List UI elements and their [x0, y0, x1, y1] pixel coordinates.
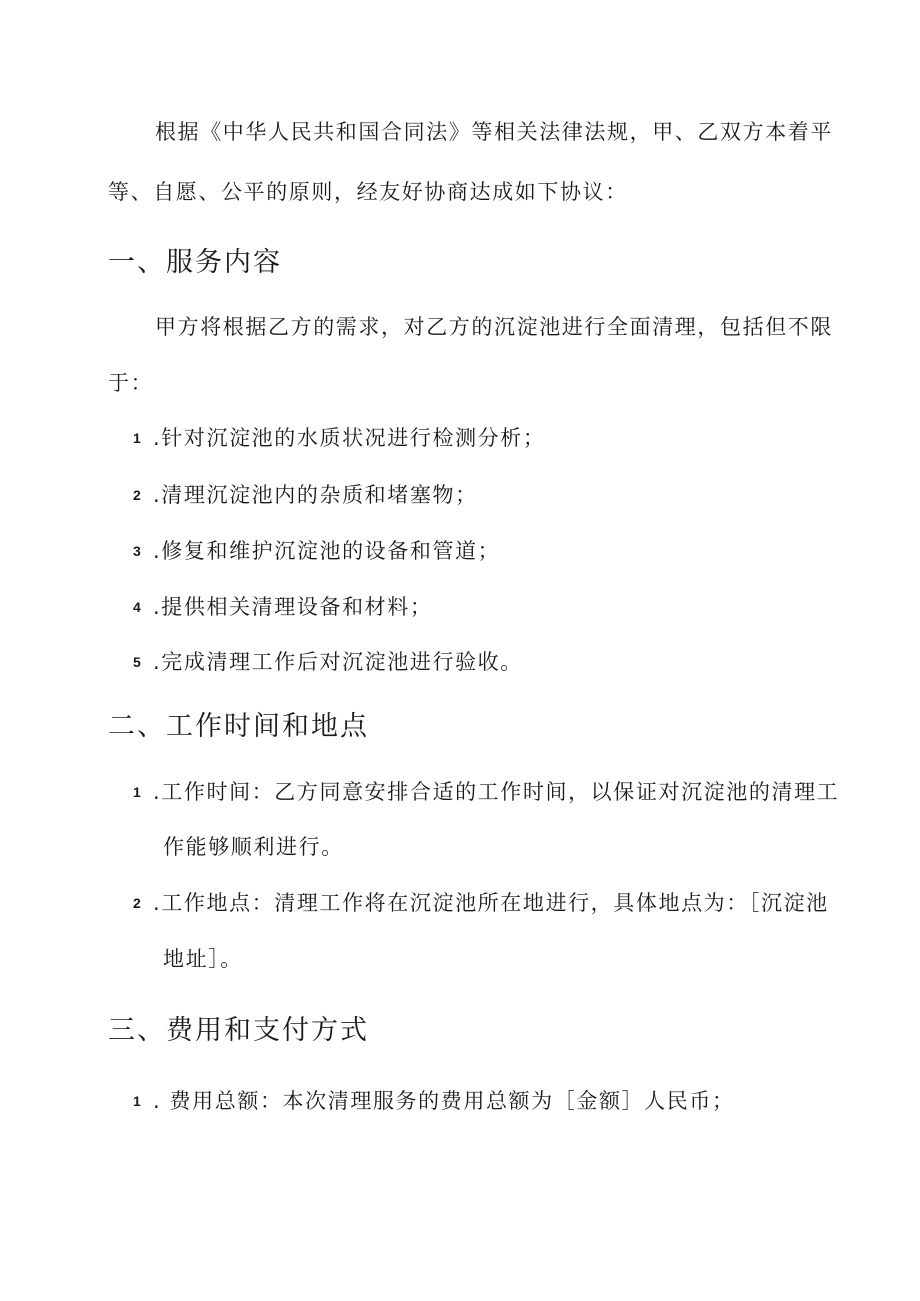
list-item-number: 4 [133, 599, 141, 615]
section-2-heading: 二、工作时间和地点 [108, 711, 369, 742]
list-item-text-line-2: 地址］。 [163, 947, 243, 971]
list-item-number: 1 [133, 1093, 141, 1109]
list-item-number: 2 [133, 487, 141, 503]
list-item-number: 1 [133, 430, 141, 446]
list-item-text: . 费用总额：本次清理服务的费用总额为［金额］人民币； [153, 1089, 735, 1113]
section-1-para-line-2: 于： [108, 371, 154, 395]
list-item-number: 1 [133, 784, 141, 800]
list-item-text-line-1: .工作地点：清理工作将在沉淀池所在地进行，具体地点为：［沉淀池 [153, 891, 829, 915]
list-item-text: .修复和维护沉淀池的设备和管道； [153, 539, 501, 563]
list-item-text-line-1: .工作时间：乙方同意安排合适的工作时间，以保证对沉淀池的清理工 [153, 780, 840, 804]
list-item-text: .针对沉淀池的水质状况进行检测分析； [153, 426, 546, 450]
list-item-number: 3 [133, 543, 141, 559]
list-item-text: .清理沉淀池内的杂质和堵塞物； [153, 483, 478, 507]
list-item-text: .提供相关清理设备和材料； [153, 595, 433, 619]
section-1-heading: 一、服务内容 [108, 247, 282, 278]
list-item-text: .完成清理工作后对沉淀池进行验收。 [153, 650, 523, 674]
section-1-para-line-1: 甲方将根据乙方的需求，对乙方的沉淀池进行全面清理，包括但不限 [155, 315, 833, 339]
list-item-number: 5 [133, 654, 141, 670]
section-3-heading: 三、费用和支付方式 [108, 1015, 369, 1046]
intro-line-2: 等、自愿、公平的原则，经友好协商达成如下协议： [108, 180, 628, 204]
list-item-number: 2 [133, 895, 141, 911]
list-item-text-line-2: 作能够顺利进行。 [163, 835, 344, 859]
intro-line-1: 根据《中华人民共和国合同法》等相关法律法规，甲、乙双方本着平 [155, 120, 833, 144]
